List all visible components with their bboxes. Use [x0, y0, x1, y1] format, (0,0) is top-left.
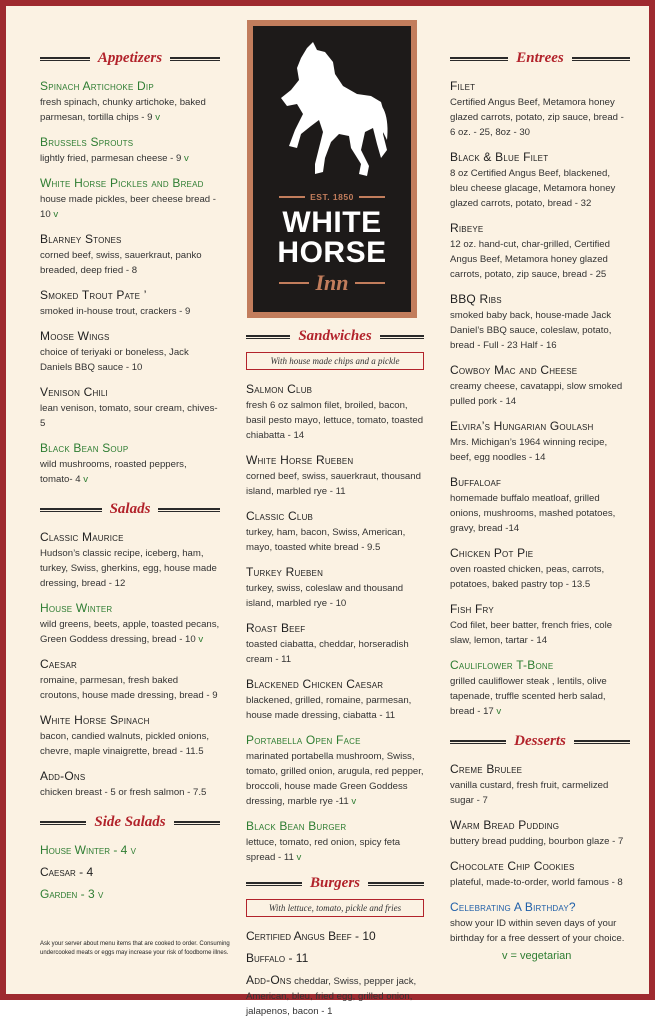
- burger-item: [246, 929, 424, 943]
- item-name: Certified Angus Beef: [246, 929, 352, 943]
- menu-item: [246, 509, 424, 555]
- item-desc: toasted ciabatta, cheddar, horseradish cream - 11: [246, 639, 409, 665]
- item-name: Filet: [450, 79, 476, 93]
- item-desc: lettuce, tomato, red onion, spicy feta spread - 11: [246, 837, 401, 863]
- side-salad-item: House Winter - 4 v: [40, 843, 137, 857]
- item-name: Warm Bread Pudding: [450, 818, 560, 832]
- vegetarian-mark: v: [198, 634, 204, 645]
- appetizers-header: [40, 50, 220, 67]
- item-desc: choice of teriyaki or boneless, Jack Daniels BBQ sauce - 10: [40, 347, 189, 373]
- menu-item: [40, 288, 220, 319]
- item-desc: wild mushrooms, roasted peppers, tomato- 4: [40, 459, 187, 485]
- item-desc: creamy cheese, cavatappi, slow smoked pulled pork - 14: [450, 381, 623, 407]
- addons-desc: cheddar, Swiss, pepper jack, American, bleu, fried egg, grilled onion, jalapenos, bacon - 1: [246, 976, 417, 1017]
- menu-item: [450, 602, 630, 648]
- menu-paper: [6, 6, 649, 1017]
- item-desc: Mrs. Michigan’s 1964 winning recipe, beef, egg noodles - 14: [450, 437, 608, 463]
- item-name: Fish Fry: [450, 602, 494, 616]
- menu-item: [40, 657, 220, 703]
- item-name: Cowboy Mac and Cheese: [450, 363, 578, 377]
- appetizers-title: Appetizers: [97, 50, 163, 66]
- menu-item: [450, 762, 630, 808]
- menu-item: [450, 221, 630, 282]
- item-name: Salmon Club: [246, 382, 313, 396]
- item-desc: smoked baby back, house-made Jack Daniel’s BBQ sauce, coleslaw, potato, bread - Full - 23 Half - 16: [450, 310, 612, 351]
- addons-label: Add-Ons: [246, 973, 292, 987]
- menu-item: [246, 453, 424, 499]
- vegetarian-mark: v: [351, 796, 357, 807]
- item-desc: Hudson’s classic recipe, iceberg, ham, turkey, Swiss, gherkins, egg, house made dressing, bread - 12: [40, 548, 217, 589]
- logo-established: [253, 192, 411, 202]
- logo-est-text: EST. 1850: [310, 192, 354, 202]
- burgers-note: With lettuce, tomato, pickle and fries: [246, 899, 424, 917]
- menu-item: [40, 135, 220, 166]
- item-desc: Cod filet, beer batter, french fries, cole slaw, lemon, tartar - 14: [450, 620, 613, 646]
- side-salads-header: [40, 814, 220, 831]
- entrees-header: [450, 50, 630, 67]
- logo-line1: WHITE: [282, 206, 382, 239]
- logo-inn-text: Inn: [315, 270, 349, 295]
- left-column: [40, 50, 220, 909]
- item-desc: Certified Angus Beef, Metamora honey glazed carrots, potato, zip sauce, bread - 6 oz. - 25, 8oz - 30: [450, 97, 624, 138]
- right-column: [450, 50, 630, 956]
- menu-item: [450, 292, 630, 353]
- item-desc: bacon, candied walnuts, pickled onions, chevre, maple vinaigrette, bread - 11.5: [40, 731, 210, 757]
- menu-item: [450, 150, 630, 211]
- item-desc: buttery bread pudding, bourbon glaze - 7: [450, 836, 624, 847]
- item-name: Blackened Chicken Caesar: [246, 677, 384, 691]
- item-name: White Horse Rueben: [246, 453, 354, 467]
- sandwiches-header: [246, 328, 424, 345]
- menu-item: [246, 677, 424, 723]
- item-name: Black Bean Soup: [40, 441, 129, 455]
- menu-item: [450, 363, 630, 409]
- menu-item: [40, 329, 220, 375]
- item-name: BBQ Ribs: [450, 292, 502, 306]
- item-name: Blarney Stones: [40, 232, 122, 246]
- item-name: Brussels Sprouts: [40, 135, 134, 149]
- menu-item: [246, 819, 424, 865]
- vegetarian-mark: v: [183, 153, 189, 164]
- item-desc: wild greens, beets, apple, toasted pecans, Green Goddess dressing, bread - 10: [40, 619, 220, 645]
- menu-item: [246, 382, 424, 443]
- desserts-header: [450, 733, 630, 750]
- item-name: White Horse Pickles and Bread: [40, 176, 204, 190]
- vegetarian-mark: v: [155, 112, 160, 123]
- item-name: Celebrating A Birthday?: [450, 900, 576, 914]
- menu-item: [450, 79, 630, 140]
- item-name: White Horse Spinach: [40, 713, 150, 727]
- item-name: Black Bean Burger: [246, 819, 347, 833]
- item-desc: blackened, grilled, romaine, parmesan, house made dressing, ciabatta - 11: [246, 695, 412, 721]
- item-name: Portabella Open Face: [246, 733, 361, 747]
- item-price: - 11: [285, 951, 309, 965]
- menu-item: [40, 232, 220, 278]
- desserts-list: [450, 762, 630, 946]
- menu-item: [450, 900, 630, 946]
- vegetarian-mark: v: [296, 852, 302, 863]
- vegetarian-mark: v: [496, 706, 502, 717]
- sandwiches-list: [246, 382, 424, 865]
- vegetarian-mark: v: [83, 474, 88, 485]
- menu-item: [40, 769, 220, 800]
- burgers-list: [246, 929, 424, 1019]
- logo: [247, 20, 417, 318]
- item-desc: turkey, swiss, coleslaw and thousand island, marbled rye - 10: [246, 583, 404, 609]
- item-name: Caesar: [40, 657, 77, 671]
- menu-item: [40, 530, 220, 591]
- vegetarian-mark: v: [53, 209, 59, 220]
- item-desc: corned beef, swiss, sauerkraut, thousand island, marbled rye - 11: [246, 471, 421, 497]
- side-salad-item: Garden - 3 v: [40, 887, 104, 901]
- item-desc: fresh spinach, chunky artichoke, baked parmesan, tortilla chips - 9: [40, 97, 206, 123]
- item-desc: 12 oz. hand-cut, char-grilled, Certified Angus Beef, Metamora honey glazed carrots, potato, zip sauce, bread - 25: [450, 239, 610, 280]
- menu-item: [40, 441, 220, 487]
- item-desc: chicken breast - 5 or fresh salmon - 7.5: [40, 787, 207, 798]
- menu-item: [450, 475, 630, 536]
- menu-item: [40, 385, 220, 431]
- item-name: Classic Maurice: [40, 530, 124, 544]
- menu-item: [40, 601, 220, 647]
- logo-panel: [253, 26, 411, 312]
- salads-title: Salads: [109, 501, 151, 517]
- item-name: Cauliflower T-Bone: [450, 658, 554, 672]
- menu-item: [450, 859, 630, 890]
- logo-line2: HORSE: [277, 236, 387, 269]
- item-desc: marinated portabella mushroom, Swiss, tomato, grilled onion, arugula, red pepper, broccoli, house made Green Goddess dressing, marble rye -11: [246, 751, 424, 807]
- burger-addons: [246, 973, 424, 1019]
- item-name: Ribeye: [450, 221, 484, 235]
- logo-name: [253, 208, 411, 268]
- burgers-header: [246, 875, 424, 892]
- side-salads-title: Side Salads: [94, 814, 166, 830]
- item-name: Add-Ons: [40, 769, 86, 783]
- item-name: Creme Brulee: [450, 762, 523, 776]
- appetizers-list: [40, 79, 220, 487]
- sandwiches-note: With house made chips and a pickle: [246, 352, 424, 370]
- item-desc: vanilla custard, fresh fruit, carmelized sugar - 7: [450, 780, 609, 806]
- menu-item: [40, 713, 220, 759]
- item-desc: turkey, ham, bacon, Swiss, American, mayo, toasted white bread - 9.5: [246, 527, 406, 553]
- salads-header: [40, 501, 220, 518]
- salads-list: [40, 530, 220, 800]
- item-desc: house made pickles, beer cheese bread - 10: [40, 194, 216, 220]
- entrees-title: Entrees: [516, 50, 564, 66]
- menu-item: [246, 733, 424, 809]
- burgers-title: Burgers: [309, 875, 361, 891]
- menu-item: [450, 658, 630, 719]
- logo-inn: [253, 270, 411, 296]
- entrees-list: [450, 79, 630, 719]
- item-desc: corned beef, swiss, sauerkraut, panko breaded, deep fried - 8: [40, 250, 202, 276]
- item-name: Spinach Artichoke Dip: [40, 79, 154, 93]
- item-desc: lightly fried, parmesan cheese - 9: [40, 153, 182, 164]
- item-desc: plateful, made-to-order, world famous - 8: [450, 877, 623, 888]
- food-safety-disclaimer: Ask your server about menu items that are cooked to order. Consuming undercooked meats or eggs may increase your risk of foodborne illnes.: [40, 941, 230, 956]
- item-desc: oven roasted chicken, peas, carrots, potatoes, baked pastry top - 13.5: [450, 564, 605, 590]
- item-name: Venison Chili: [40, 385, 108, 399]
- item-desc: homemade buffalo meatloaf, grilled onions, mushrooms, mashed potatoes, gravy, bread -14: [450, 493, 616, 534]
- rearing-horse-icon: [273, 40, 391, 190]
- item-desc: lean venison, tomato, sour cream, chives- 5: [40, 403, 218, 429]
- item-name: Classic Club: [246, 509, 314, 523]
- item-name: Black & Blue Filet: [450, 150, 549, 164]
- item-name: Buffalo: [246, 951, 286, 965]
- menu-item: [246, 621, 424, 667]
- item-name: Chicken Pot Pie: [450, 546, 534, 560]
- item-desc: grilled cauliflower steak , lentils, olive tapenade, truffle scented herb salad, bread - 17: [450, 676, 607, 717]
- vegetarian-key: v = vegetarian: [502, 950, 572, 962]
- item-desc: 8 oz Certified Angus Beef, blackened, bleu cheese glacage, Metamora honey glazed carrots, potato, bread - 32: [450, 168, 616, 209]
- menu-item: [450, 818, 630, 849]
- desserts-title: Desserts: [514, 733, 566, 749]
- item-name: Roast Beef: [246, 621, 306, 635]
- item-name: Smoked Trout Pate ’: [40, 288, 147, 302]
- item-name: Buffaloaf: [450, 475, 502, 489]
- item-desc: show your ID within seven days of your birthday for a free dessert of your choice.: [450, 918, 625, 944]
- item-price: - 10: [351, 929, 376, 943]
- item-name: Moose Wings: [40, 329, 110, 343]
- sandwiches-title: Sandwiches: [298, 328, 372, 344]
- side-salad-item: Caesar - 4: [40, 865, 94, 879]
- middle-column: [246, 328, 424, 1019]
- item-name: Turkey Rueben: [246, 565, 324, 579]
- item-desc: romaine, parmesan, fresh baked croutons, house made dressing, bread - 9: [40, 675, 218, 701]
- menu-item: [40, 79, 220, 125]
- menu-item: [246, 565, 424, 611]
- item-name: Elvira’s Hungarian Goulash: [450, 419, 594, 433]
- item-desc: smoked in-house trout, crackers - 9: [40, 306, 191, 317]
- menu-item: [40, 176, 220, 222]
- side-salads-list: [40, 843, 220, 901]
- burger-item: [246, 951, 424, 965]
- menu-item: [450, 419, 630, 465]
- item-name: Chocolate Chip Cookies: [450, 859, 575, 873]
- item-desc: fresh 6 oz salmon filet, broiled, bacon, basil pesto mayo, lettuce, tomato, toasted chiabatta - 14: [246, 400, 424, 441]
- menu-item: [450, 546, 630, 592]
- item-name: House Winter: [40, 601, 113, 615]
